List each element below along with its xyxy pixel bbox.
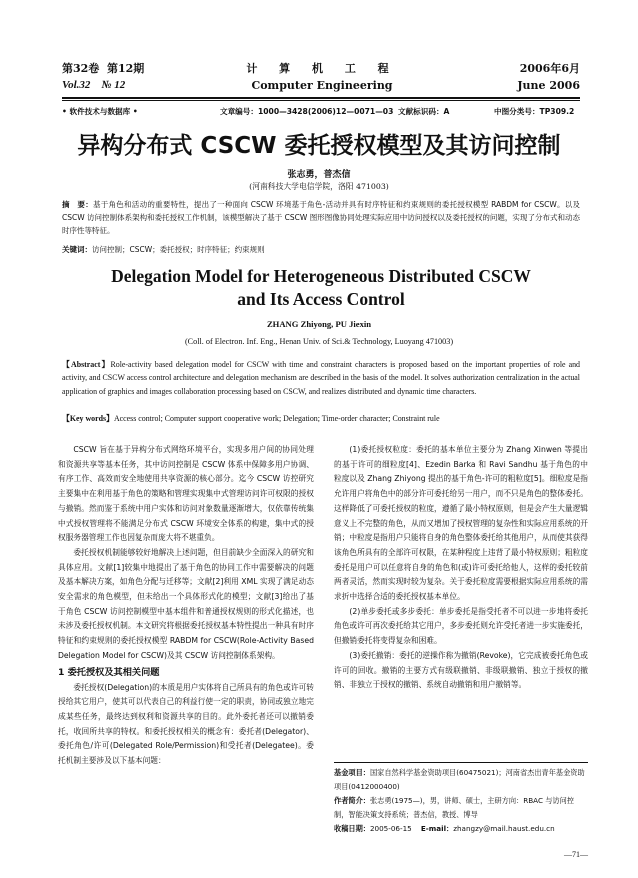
keywords-en-label: 【Key words】: [62, 414, 114, 423]
received-date: 2005-06-15: [369, 824, 412, 833]
article-number: 文章编号：1000—3428(2006)12—0071—03: [220, 107, 394, 116]
journal-header: [62, 60, 580, 100]
column-label: • 软件技术与数据库 •: [62, 107, 138, 116]
abstract-cn: [62, 198, 580, 237]
keywords-en-text: Access control; Computer support cooperative work; Delegation; Time-order character; Constraint rule: [113, 414, 440, 423]
paragraph: 委托授权机制能够较好地解决上述问题，但目前缺少全面深入的研究和具体应用。文献[1]较集中地提出了基于角色的协同工作中需要解决的问题及基本解决方案，如角色分配与迁移等；文献[2]利用 XML 实现了满足动态安全需求的角色模型，但未给出一个具体形式化的模型；文献[3]给出了基于角色 CSCW 访问控制模型中基本组件和普通授权规则的形式化描述，也未涉及委托授权机制。本文研究将根据委托授权基本特性提出一种具有时序特征和约束规则的委托授权模型 RABDM for CSCW(Role-Activity Based Delegation Model for CSCW)及其 CSCW 访问控制体系架构。: [58, 547, 314, 660]
volume-cn: 第32卷: [62, 62, 100, 75]
keywords-cn-text: 访问控制；CSCW；委托授权；时序特征；约束规则: [92, 245, 265, 254]
issue-cn: 第12期: [106, 62, 145, 75]
issue-en: № 12: [101, 79, 126, 91]
journal-name-cn: 计 算 机 工 程: [246, 62, 398, 75]
bio-text: 张志勇(1975—)，男，讲师、硕士，主研方向：RBAC 与访问控制，智能决策支持系统；普杰信，教授、博导: [334, 796, 574, 819]
fund-note: [334, 766, 588, 794]
journal-name-en: Computer Engineering: [251, 79, 393, 92]
header-rule-thick: [62, 97, 580, 99]
paragraph: CSCW 旨在基于异构分布式网络环境平台，实现多用户间的协同处理和资源共享等基本任务，其中访问控制是 CSCW 体系中保障多用户协调、有序工作、高效而安全地使用共享资源的核心部分。迄今 CSCW 访控研究主要集中在利用基于角色的策略和管理实现集中式管理访问许可权限的授权与撤销。然而鉴于系统中用户实体和访问对象数量逐渐增大，仅依靠传统集中式授权管理将不能满足分布式 CSCW 环境安全体系的构建，集中式的授权服务器管理工作也因复杂而庞大将不堪重负。: [58, 445, 314, 543]
authors-cn: 张志勇，普杰信: [287, 170, 351, 180]
header-rule-thin: [62, 100, 580, 101]
document-code: 文献标识码：A: [398, 107, 450, 116]
fund-label: 基金项目：: [334, 768, 370, 777]
title-cn: 异构分布式 CSCW 委托授权模型及其访问控制: [77, 133, 561, 159]
title-en-line-2: and Its Access Control: [237, 289, 405, 309]
keywords-cn-label: 关键词：: [62, 245, 92, 254]
abstract-cn-text: 基于角色和活动的重要特性，提出了一种面向 CSCW 环境基于角色-活动并具有时序特征和约束规则的委托授权模型 RABDM for CSCW。以及 CSCW 访问控制体系架构和委托授权工作机制，该模型解决了基于 CSCW 图形图像协同处理实际应用中访问授权以及委托授权的问题，实现了分布式和动态时序性等特征。: [62, 200, 581, 235]
abstract-en-label: 【Abstract】: [62, 360, 111, 369]
publication-date: [517, 60, 580, 94]
title-en-line-1: Delegation Model for Heterogeneous Distributed CSCW: [111, 266, 531, 286]
email-address: zhangzy@mail.haust.edu.cn: [453, 824, 555, 833]
keywords-cn: [62, 244, 580, 255]
classification-number: 中图分类号：TP309.2: [494, 107, 575, 116]
fund-text: 国家自然科学基金资助项目(60475021)；河南省杰出青年基金资助项目(0412000400): [334, 768, 585, 791]
body-column-right: [334, 443, 588, 693]
section-heading: 1 委托授权及其相关问题: [58, 666, 160, 678]
volume-en: Vol.32: [62, 79, 91, 91]
keywords-en: [62, 413, 580, 424]
received-label: 收稿日期：: [334, 824, 370, 833]
affiliation-en: (Coll. of Electron. Inf. Eng., Henan Univ. of Sci.& Technology, Luoyang 471003): [184, 337, 454, 346]
footnote-rule: [334, 762, 588, 763]
bio-label: 作者简介：: [334, 796, 370, 805]
paragraph: (3)委托撤销：委托的逆操作称为撤销(Revoke)，它完成被委托角色或许可的回收。撤销的主要方式有级联撤销、非级联撤销、独立于授权的撤销、非独立于授权的撤销、系统自动撤销和用户撤销等。: [334, 650, 588, 690]
footnote: [334, 766, 588, 836]
abstract-cn-label: 摘 要：: [62, 200, 94, 209]
journal-name: [202, 60, 442, 94]
received-line: [334, 822, 588, 836]
title-en: [60, 265, 582, 311]
page-number: —71—: [564, 850, 588, 859]
date-en: June 2006: [517, 79, 580, 92]
date-cn: 2006年6月: [519, 62, 580, 75]
paragraph: (2)单步委托或多步委托：单步委托是指受托者不可以进一步地将委托角色或许可再次委托给其它用户，多步委托则允许受托者进一步实施委托，但撤销委托将变得复杂和困难。: [334, 606, 588, 646]
abstract-en-text: Role-activity based delegation model for CSCW with time and constraint characters is proposed based on the important properties of role and activity, and CSCW access control architecture and delegation mechanism are described in the basis of the model. It solves authorization centralization in the actual application of graphics and images collaboration processing based on CSCW, and realizes distributed and dynamic time characters.: [62, 360, 580, 396]
email-label: E-mail：: [420, 824, 454, 833]
affiliation-cn: (河南科技大学电信学院，洛阳 471003): [249, 182, 389, 191]
author-bio: [334, 794, 588, 822]
authors-en: ZHANG Zhiyong, PU Jiexin: [266, 319, 372, 329]
paragraph: 委托授权(Delegation)的本质是用户实体将自己所具有的角色或许可转授给其它用户，使其可以代表自己的利益行使一定的职责，协同或独立地完成某些任务，最终达到权利和资源共享的目的。此外委托者还可以撤销委托，收回所共享的特权。和委托授权相关的概念有：委托者(Delegator)、委托角色/许可(Delegated Role/Permission)和受托者(Delegatee)。委托机制主要涉及以下基本问题：: [58, 682, 314, 766]
body-column-left: [58, 443, 314, 769]
volume-issue: [62, 60, 144, 94]
paragraph: (1)委托授权粒度：委托的基本单位主要分为 Zhang Xinwen 等提出的基于许可的细粒度[4]、Ezedin Barka 和 Ravi Sandhu 基于角色的中粒度以及 Zhang Zhiyong 提出的基于角色-许可的粗粒度[5]。细粒度是指允许用户将角色中的部分许可委托给另一用户，而不只是角色的整体委托。这样降低了可委托授权的粒度，遵循了最小特权原则，但是会产生大量逻辑意义上不完整的角色，从而又增加了授权管理的复杂性和实际应用系统的开销；中粒度是指用户只能将自身的角色整体委托给其他用户，从而使其获得该角色所具有的全部许可权限，在某种程度上违背了最小特权原则；粗粒度委托是用户可以任意将自身的角色和(或)许可委托给他人，这样的委托较前两者灵活，然而实现时较为复杂。关于委托粒度需要根据实际应用系统的需求折中选择合适的委托授权基本单位。: [334, 445, 588, 602]
abstract-en: [62, 358, 580, 398]
